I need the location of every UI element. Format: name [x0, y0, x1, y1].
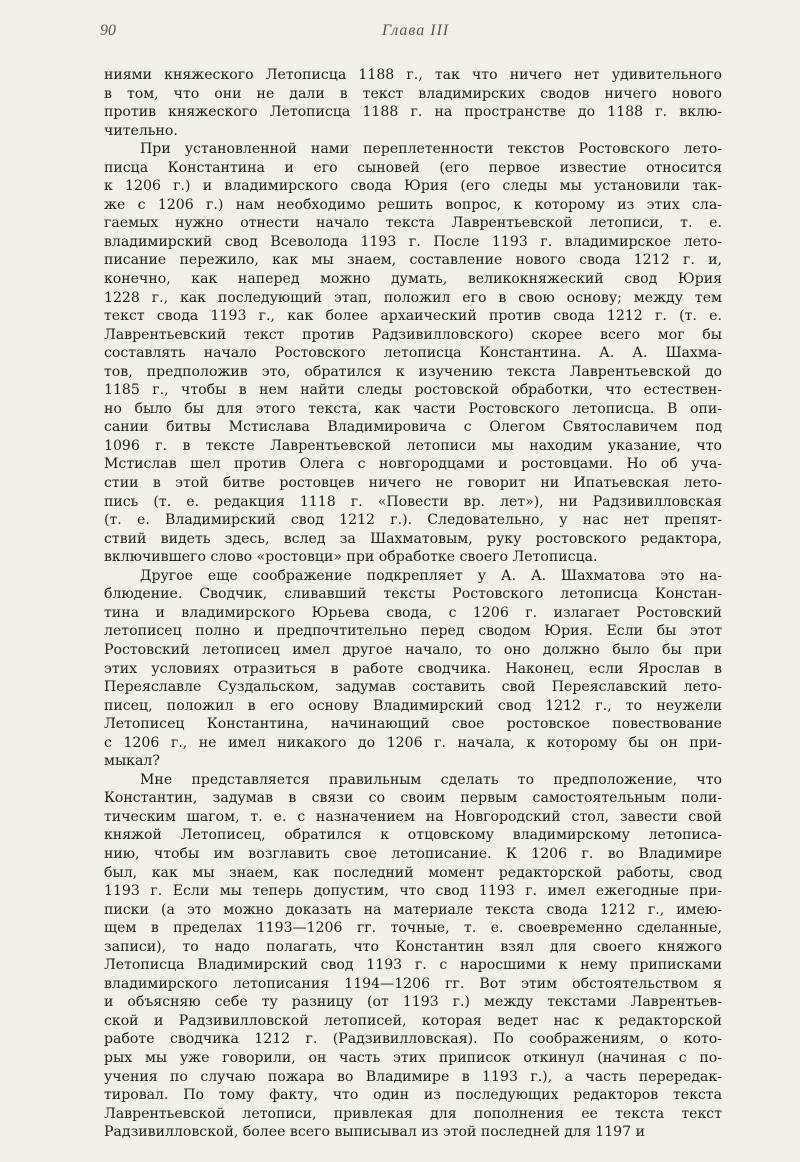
text-line: писки (а это можно доказать на материале текста свода 1212 г., имею- [104, 901, 722, 918]
text-line: 1193 г. Если мы теперь допустим, что свод 1193 г. имел ежегодные при- [104, 883, 722, 900]
text-line: писание пережило, как мы знаем, составление нового свода 1212 г. и, [104, 252, 722, 269]
text-line: рых мы уже говорили, он часть этих приписок откинул (начиная с по- [104, 1049, 722, 1066]
text-line: владимирский свод Всеволода 1193 г. После 1193 г. владимирское лето- [104, 233, 722, 250]
text-line: Радзивилловской, более всего выписывал из этой последней для 1197 и [104, 1124, 645, 1141]
text-line: мыкал? [104, 753, 160, 770]
text-line: учения по случаю пожара во Владимире в 1193 г.), а часть перередак- [104, 1068, 722, 1085]
text-line: писец, положил в его основу Владимирский свод 1212 г., то неужели [104, 697, 722, 714]
text-line: к 1206 г.) и владимирского свода Юрия (его следы мы установили так- [104, 178, 722, 195]
text-line: Летописец Константина, начинающий свое ростовское повествование [104, 716, 722, 733]
text-line: княжой Летописец, обратился к отцовскому владимирскому летописа- [104, 827, 722, 844]
text-line: конечно, как наперед можно думать, великокняжеский свод Юрия [104, 271, 722, 288]
text-line: стии в этой битве ростовцев ничего не говорит ни Ипатьевская лето- [104, 475, 722, 492]
text-line: владимирского летописания 1194—1206 гг. Вот этим обстоятельством я [104, 975, 722, 992]
text-line: тина и владимирского Юрьева свода, с 1206 г. излагает Ростовский [104, 604, 722, 621]
text-line: но было бы для этого текста, как части Ростовского летописца. В опи- [104, 400, 722, 417]
paragraph [104, 66, 722, 140]
text-line: При установленной нами переплетенности текстов Ростовского лето- [140, 141, 722, 158]
text-line: Лаврентьевской летописи, привлекая для пополнения ее текста текст [104, 1105, 722, 1122]
text-line: пись (т. е. редакция 1118 г. «Повести вр. лет»), ни Радзивилловская [104, 493, 722, 510]
paragraph [104, 771, 722, 1142]
text-line: 1096 г. в тексте Лаврентьевской летописи мы находим указание, что [104, 437, 722, 454]
text-line: Ростовский летописец имел другое начало, то оно должно было бы при [104, 641, 722, 658]
text-line: сании битвы Мстислава Владимировича с Олегом Святославичем под [104, 419, 722, 436]
text-line: 1185 г., чтобы в нем найти следы ростовской обработки, что естествен- [104, 382, 722, 399]
text-line: Переяславле Суздальском, задумав составить свой Переяславский лето- [104, 679, 722, 696]
text-line: работе сводчика 1212 г. (Радзивилловская). По соображениям, о кото- [104, 1031, 722, 1048]
chapter-title: Глава III [382, 22, 450, 39]
text-line: ской и Радзивилловской летописей, которая ведет нас к редакторской [104, 1012, 722, 1029]
text-line: против княжеского Летописца 1188 г. на пространстве до 1188 г. вклю- [104, 104, 722, 121]
text-line: и объясняю себе ту разницу (от 1193 г.) между текстами Лаврентьев- [104, 994, 722, 1011]
text-line: с 1206 г., не имел никакого до 1206 г. начала, к которому бы он при- [104, 734, 722, 751]
text-line: тировал. По тому факту, что один из последующих редакторов текста [104, 1087, 722, 1104]
text-line: ствий видеть здесь, вслед за Шахматовым, руку ростовского редактора, [104, 530, 722, 547]
text-line: в том, что они не дали в текст владимирских сводов ничего нового [104, 85, 722, 102]
text-line: гаемых нужно отнести начало текста Лаврентьевской летописи, т. е. [104, 215, 722, 232]
text-line: этих условиях отразиться в работе сводчика. Наконец, если Ярослав в [104, 660, 722, 677]
main-text [104, 66, 722, 1142]
text-line: же с 1206 г.) нам необходимо решить вопрос, к которому из этих сла- [104, 196, 722, 213]
text-line: (т. е. Владимирский свод 1212 г.). Следовательно, у нас нет препят- [104, 512, 722, 529]
text-line: блюдение. Сводчик, сливавший тексты Ростовского летописца Констан- [104, 586, 722, 603]
text-line: Летописца Владимирский свод 1193 г. с наросшими к нему приписками [104, 957, 722, 974]
paragraph [104, 567, 722, 771]
text-line: тическим шагом, т. е. с назначением на Новгородский стол, завести свой [104, 808, 722, 825]
text-line: Другое еще соображение подкрепляет у А. А. Шахматова это на- [140, 567, 722, 584]
text-line: был, как мы знаем, как последний момент редакторской работы, свод [104, 864, 722, 881]
text-line: 1228 г., как последующий этап, положил его в свою основу; между тем [104, 289, 722, 306]
text-line: составлять начало Ростовского летописца Константина. А. А. Шахма- [104, 345, 722, 362]
text-line: текст свода 1193 г., как более архаический против свода 1212 г. (т. е. [104, 308, 722, 325]
text-line: чительно. [104, 122, 178, 139]
text-line: тов, предположив это, обратился к изучению текста Лаврентьевской до [104, 363, 722, 380]
running-head [100, 22, 720, 44]
text-line: ниями княжеского Летописца 1188 г., так что ничего нет удивительного [104, 67, 722, 83]
text-line: включившего слово «ростовци» при обработке своего Летописца. [104, 549, 598, 566]
text-line: писца Константина и его сыновей (его первое известие относится [104, 159, 722, 176]
text-line: Константин, задумав в связи со своим первым самостоятельным поли- [104, 790, 722, 807]
paragraph [104, 140, 722, 567]
text-line: Лаврентьевский текст против Радзивилловского) скорее всего мог бы [104, 326, 722, 343]
text-line: Мстислав шел против Олега с новгородцами и ростовцами. Но об уча- [104, 456, 722, 473]
text-line: щем в пределах 1193—1206 гг. точные, т. е. своевременно сделанные, [104, 920, 722, 937]
page-number: 90 [100, 22, 116, 39]
text-line: летописец полно и предпочтительно перед сводом Юрия. Если бы этот [104, 623, 722, 640]
text-line: Мне представляется правильным сделать то предположение, что [140, 771, 722, 788]
text-line: записи), то надо полагать, что Константин взял для своего княжого [104, 938, 722, 955]
text-line: нию, чтобы им возглавить свое летописание. К 1206 г. во Владимире [104, 845, 722, 862]
